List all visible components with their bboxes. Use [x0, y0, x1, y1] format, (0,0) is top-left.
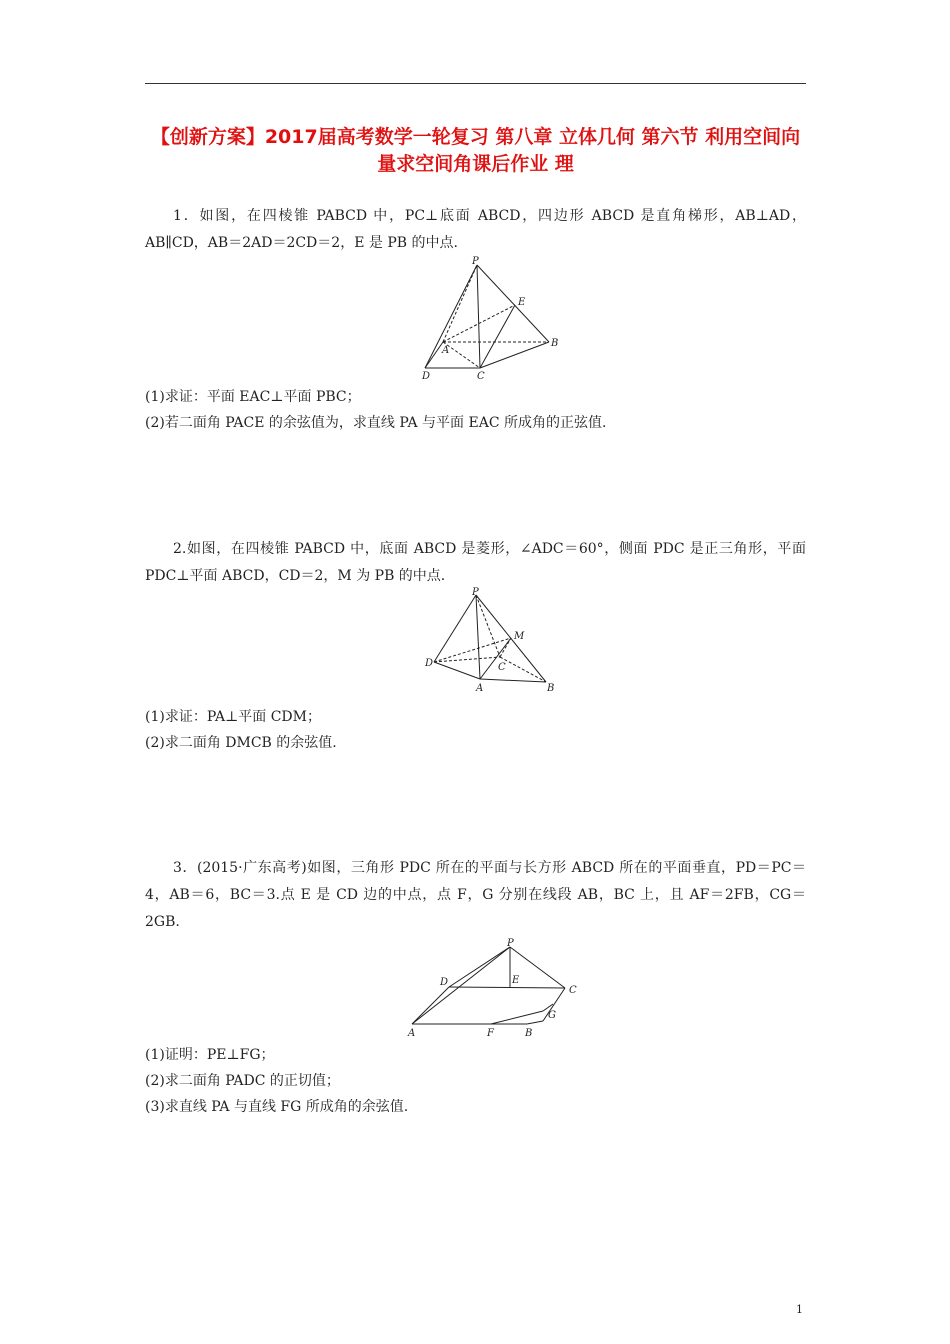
fig3-label-f: F [487, 1028, 494, 1039]
problem-1-stem: 1．如图，在四棱锥 PABCD 中，PC⊥底面 ABCD，四边形 ABCD 是直角梯形，AB⊥AD，AB∥CD，AB＝2AD＝2CD＝2，E 是 PB 的中点. [145, 208, 806, 251]
problem-2-part-1: (1)求证：PA⊥平面 CDM； [145, 709, 321, 725]
fig2-label-m: M [514, 631, 525, 642]
problem-3-figure [398, 935, 588, 1045]
fig3-label-a: A [408, 1028, 416, 1039]
problem-3-part-3: (3)求直线 PA 与直线 FG 所成角的余弦值. [145, 1099, 409, 1115]
fig2-label-p: P [472, 587, 479, 598]
problem-3-part-2: (2)求二面角 PADC 的正切值； [145, 1073, 340, 1089]
fig1-label-a: A [442, 345, 450, 356]
problem-1-part-1: (1)求证：平面 EAC⊥平面 PBC； [145, 389, 361, 405]
problem-1-figure [415, 255, 565, 383]
header-rule [145, 83, 806, 84]
problem-1-part-2: (2)若二面角 PACE 的余弦值为，求直线 PA 与平面 EAC 所成角的正弦值. [145, 415, 607, 431]
fig2-label-b: B [547, 683, 555, 694]
problem-3-stem: 3．(2015·广东高考)如图，三角形 PDC 所在的平面与长方形 ABCD 所在的平面垂直，PD＝PC＝4，AB＝6，BC＝3.点 E 是 CD 边的中点，点 F，G 分别在线段 AB，BC 上，且 AF＝2FB，CG＝2GB. [145, 860, 806, 930]
fig1-label-p: P [472, 256, 479, 267]
fig2-label-c: C [498, 662, 506, 673]
problem-2-figure [422, 585, 562, 697]
fig3-label-d: D [440, 977, 449, 988]
fig1-label-e: E [518, 297, 526, 308]
problem-2-stem: 2.如图，在四棱锥 PABCD 中，底面 ABCD 是菱形，∠ADC＝60°，侧面 PDC 是正三角形，平面 PDC⊥平面 ABCD，CD＝2，M 为 PB 的中点. [145, 541, 806, 584]
problem-3-part-1: (1)证明：PE⊥FG； [145, 1047, 275, 1063]
fig3-label-g: G [548, 1010, 556, 1021]
problem-2-part-2: (2)求二面角 DMCB 的余弦值. [145, 735, 337, 751]
page-number: 1 [796, 1303, 803, 1316]
fig1-label-b: B [551, 338, 559, 349]
fig3-label-p: P [507, 938, 514, 949]
fig1-label-c: C [477, 371, 485, 382]
document-title: 【创新方案】2017届高考数学一轮复习 第八章 立体几何 第六节 利用空间向量求空间角课后作业 理 [150, 126, 801, 175]
fig3-label-c: C [569, 985, 577, 996]
fig1-label-d: D [422, 371, 431, 382]
fig3-label-b: B [525, 1028, 533, 1039]
fig3-label-e: E [512, 975, 520, 986]
fig2-label-d: D [425, 658, 434, 669]
fig2-label-a: A [476, 683, 484, 694]
